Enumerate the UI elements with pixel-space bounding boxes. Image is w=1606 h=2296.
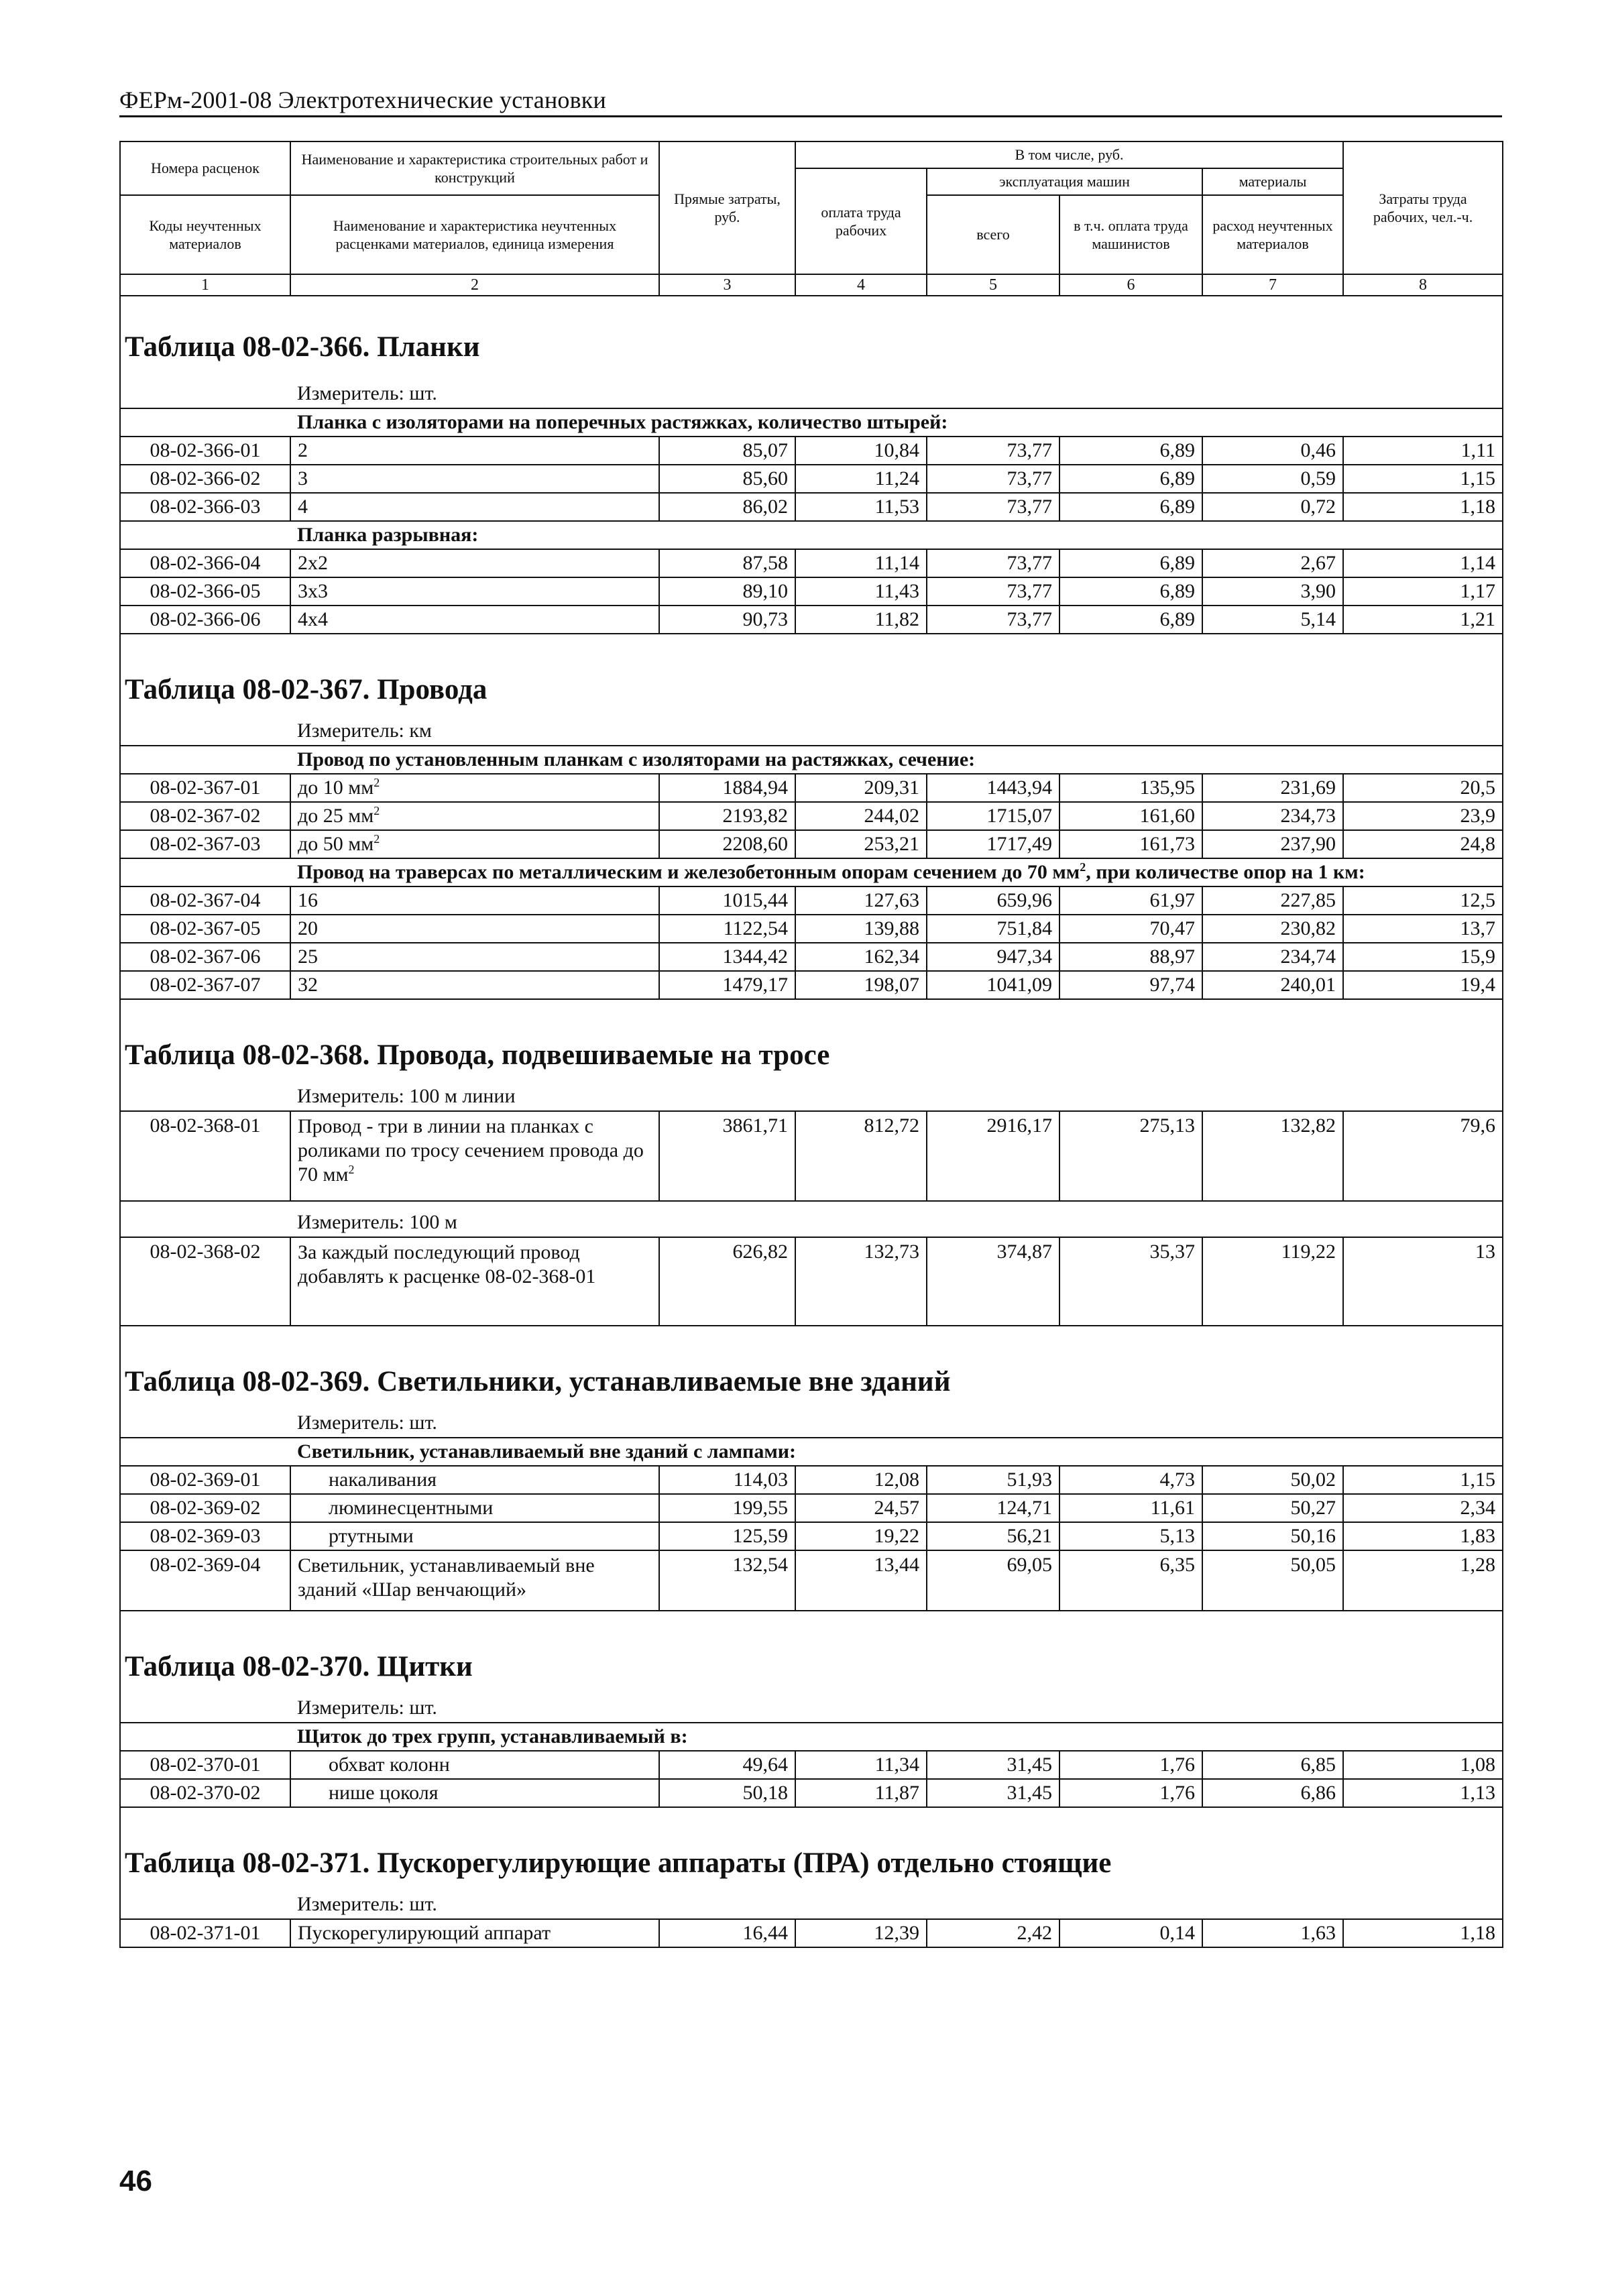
materials-cost: 234,73 xyxy=(1202,802,1343,830)
section-row xyxy=(120,408,1503,437)
rate-name: 32 xyxy=(290,971,659,999)
rate-code: 08-02-367-03 xyxy=(120,830,290,858)
machines-total: 1443,94 xyxy=(927,774,1059,802)
materials-cost: 231,69 xyxy=(1202,774,1343,802)
worker-wage: 127,63 xyxy=(795,886,927,915)
table-row xyxy=(120,577,1503,606)
machines-total: 51,93 xyxy=(927,1466,1059,1494)
machines-total: 124,71 xyxy=(927,1494,1059,1522)
machinist-wage: 161,73 xyxy=(1059,830,1202,858)
machinist-wage: 0,14 xyxy=(1059,1919,1202,1947)
section-row xyxy=(120,746,1503,774)
rate-name: Светильник, устанавливаемый вне зданий «Шар венчающий» xyxy=(290,1550,659,1611)
labor-hours: 1,11 xyxy=(1343,437,1503,465)
machinist-wage: 6,89 xyxy=(1059,465,1202,493)
machines-total: 73,77 xyxy=(927,549,1059,577)
spacer-row xyxy=(120,1611,1503,1650)
rate-name: Пускорегулирующий аппарат xyxy=(290,1919,659,1947)
table-row xyxy=(120,802,1503,830)
column-number: 3 xyxy=(659,274,795,296)
machinist-wage: 6,89 xyxy=(1059,437,1202,465)
worker-wage: 253,21 xyxy=(795,830,927,858)
worker-wage: 812,72 xyxy=(795,1111,927,1201)
machines-total: 73,77 xyxy=(927,437,1059,465)
direct-costs: 132,54 xyxy=(659,1550,795,1611)
column-number: 5 xyxy=(927,274,1059,296)
price-table xyxy=(119,141,1503,1948)
labor-hours: 12,5 xyxy=(1343,886,1503,915)
machinist-wage: 161,60 xyxy=(1059,802,1202,830)
unit-row xyxy=(120,1687,1503,1723)
page-number: 46 xyxy=(119,2165,152,2197)
machines-total: 1717,49 xyxy=(927,830,1059,858)
materials-cost: 5,14 xyxy=(1202,606,1343,634)
rate-name: 3 xyxy=(290,465,659,493)
section-row xyxy=(120,1723,1503,1751)
worker-wage: 132,73 xyxy=(795,1237,927,1326)
section-row xyxy=(120,858,1503,886)
table-row xyxy=(120,830,1503,858)
table-row xyxy=(120,1522,1503,1550)
machinist-wage: 1,76 xyxy=(1059,1779,1202,1807)
rate-name: 25 xyxy=(290,943,659,971)
rate-name: нише цоколя xyxy=(290,1779,659,1807)
direct-costs: 1122,54 xyxy=(659,915,795,943)
machinist-wage: 88,97 xyxy=(1059,943,1202,971)
direct-costs: 90,73 xyxy=(659,606,795,634)
labor-hours: 79,6 xyxy=(1343,1111,1503,1201)
rate-name: до 50 $мм^2$ xyxy=(290,830,659,858)
labor-hours: 19,4 xyxy=(1343,971,1503,999)
header-rule xyxy=(119,115,1502,117)
machines-total: 73,77 xyxy=(927,465,1059,493)
square-superscript: 2 xyxy=(374,832,380,846)
direct-costs: 114,03 xyxy=(659,1466,795,1494)
section-row xyxy=(120,1438,1503,1466)
col-codes-header: Номера расценок xyxy=(120,141,290,195)
unit-label: Измеритель: 100 м линии xyxy=(290,1076,1503,1111)
table-title-row xyxy=(120,1847,1503,1884)
rate-name: За каждый последующий провод добавлять к расценке 08-02-368-01 xyxy=(290,1237,659,1326)
worker-wage: 244,02 xyxy=(795,802,927,830)
unit-row xyxy=(120,1076,1503,1111)
worker-wage: 139,88 xyxy=(795,915,927,943)
square-superscript: 2 xyxy=(374,804,380,817)
table-row xyxy=(120,774,1503,802)
section-row xyxy=(120,521,1503,549)
unit-label: Измеритель: 100 м xyxy=(290,1201,1503,1237)
materials-cost: 50,27 xyxy=(1202,1494,1343,1522)
table-title: Таблица 08-02-366. Планки xyxy=(120,296,1503,373)
table-row xyxy=(120,493,1503,521)
table-body xyxy=(120,141,1503,1947)
column-number: 8 xyxy=(1343,274,1503,296)
machines-total: 751,84 xyxy=(927,915,1059,943)
table-row xyxy=(120,1466,1503,1494)
col-material-name-header: Наименование и характеристика неучтенных расценками материалов, единица измерения xyxy=(290,195,659,274)
labor-hours: 20,5 xyxy=(1343,774,1503,802)
table-row xyxy=(120,1494,1503,1522)
rate-code: 08-02-367-01 xyxy=(120,774,290,802)
table-title: Таблица 08-02-369. Светильники, устанавливаемые вне зданий xyxy=(120,1365,1503,1402)
square-superscript: 2 xyxy=(374,776,380,789)
table-title-row xyxy=(120,296,1503,373)
section-heading: Щиток до трех групп, устанавливаемый в: xyxy=(290,1723,1503,1751)
worker-wage: 10,84 xyxy=(795,437,927,465)
rate-code: 08-02-371-01 xyxy=(120,1919,290,1947)
materials-cost: 1,63 xyxy=(1202,1919,1343,1947)
machinist-wage: 1,76 xyxy=(1059,1751,1202,1779)
column-number: 2 xyxy=(290,274,659,296)
rate-name: 4х4 xyxy=(290,606,659,634)
direct-costs: 125,59 xyxy=(659,1522,795,1550)
col-machines-header: эксплуатация машин xyxy=(927,168,1202,195)
unit-label: Измеритель: шт. xyxy=(290,1402,1503,1438)
labor-hours: 1,21 xyxy=(1343,606,1503,634)
rate-name: 3х3 xyxy=(290,577,659,606)
direct-costs: 626,82 xyxy=(659,1237,795,1326)
machines-total: 73,77 xyxy=(927,493,1059,521)
unit-row xyxy=(120,1884,1503,1919)
labor-hours: 1,14 xyxy=(1343,549,1503,577)
col-materials-group-header: материалы xyxy=(1202,168,1343,195)
rate-code: 08-02-369-02 xyxy=(120,1494,290,1522)
direct-costs: 1015,44 xyxy=(659,886,795,915)
materials-cost: 240,01 xyxy=(1202,971,1343,999)
rate-code: 08-02-366-06 xyxy=(120,606,290,634)
table-row xyxy=(120,1779,1503,1807)
column-number: 7 xyxy=(1202,274,1343,296)
materials-cost: 237,90 xyxy=(1202,830,1343,858)
rate-code: 08-02-368-01 xyxy=(120,1111,290,1201)
rate-code: 08-02-367-05 xyxy=(120,915,290,943)
labor-hours: 13,7 xyxy=(1343,915,1503,943)
worker-wage: 162,34 xyxy=(795,943,927,971)
rate-name: 2х2 xyxy=(290,549,659,577)
rate-name: накаливания xyxy=(290,1466,659,1494)
unit-row xyxy=(120,1201,1503,1237)
col-name-header: Наименование и характеристика строительных работ и конструкций xyxy=(290,141,659,195)
machines-total: 56,21 xyxy=(927,1522,1059,1550)
materials-cost: 119,22 xyxy=(1202,1237,1343,1326)
machines-total: 2,42 xyxy=(927,1919,1059,1947)
direct-costs: 50,18 xyxy=(659,1779,795,1807)
rate-name: Провод - три в линии на планках с роликами по тросу сечением провода до 70 $мм^2$ xyxy=(290,1111,659,1201)
rate-code: 08-02-369-03 xyxy=(120,1522,290,1550)
direct-costs: 85,60 xyxy=(659,465,795,493)
rate-code: 08-02-367-07 xyxy=(120,971,290,999)
worker-wage: 209,31 xyxy=(795,774,927,802)
machines-total: 2916,17 xyxy=(927,1111,1059,1201)
machines-total: 31,45 xyxy=(927,1779,1059,1807)
rate-code: 08-02-368-02 xyxy=(120,1237,290,1326)
table-title: Таблица 08-02-367. Провода xyxy=(120,673,1503,710)
machinist-wage: 135,95 xyxy=(1059,774,1202,802)
rate-code: 08-02-367-02 xyxy=(120,802,290,830)
worker-wage: 11,34 xyxy=(795,1751,927,1779)
worker-wage: 11,87 xyxy=(795,1779,927,1807)
rate-code: 08-02-370-01 xyxy=(120,1751,290,1779)
table-title-row xyxy=(120,673,1503,710)
labor-hours: 2,34 xyxy=(1343,1494,1503,1522)
worker-wage: 11,53 xyxy=(795,493,927,521)
section-heading: Планка разрывная: xyxy=(290,521,1503,549)
running-title: ФЕРм-2001-08 Электротехнические установки xyxy=(119,87,606,113)
table-row xyxy=(120,1751,1503,1779)
worker-wage: 11,43 xyxy=(795,577,927,606)
table-row xyxy=(120,1550,1503,1611)
labor-hours: 13 xyxy=(1343,1237,1503,1326)
machines-total: 73,77 xyxy=(927,577,1059,606)
machines-total: 73,77 xyxy=(927,606,1059,634)
column-number: 1 xyxy=(120,274,290,296)
worker-wage: 13,44 xyxy=(795,1550,927,1611)
section-heading: Планка с изоляторами на поперечных растяжках, количество штырей: xyxy=(290,408,1503,437)
machinist-wage: 5,13 xyxy=(1059,1522,1202,1550)
rate-code: 08-02-366-01 xyxy=(120,437,290,465)
spacer-row xyxy=(120,999,1503,1039)
unit-label: Измеритель: км xyxy=(290,710,1503,746)
rate-code: 08-02-367-06 xyxy=(120,943,290,971)
labor-hours: 1,15 xyxy=(1343,465,1503,493)
labor-hours: 1,18 xyxy=(1343,1919,1503,1947)
rate-code: 08-02-369-04 xyxy=(120,1550,290,1611)
rate-name: ртутными xyxy=(290,1522,659,1550)
col-direct-costs-header: Прямые затраты, руб. xyxy=(659,141,795,274)
machines-total: 947,34 xyxy=(927,943,1059,971)
col-wage-header: оплата труда рабочих xyxy=(795,168,927,274)
direct-costs: 16,44 xyxy=(659,1919,795,1947)
column-number: 6 xyxy=(1059,274,1202,296)
materials-cost: 6,86 xyxy=(1202,1779,1343,1807)
machines-total: 31,45 xyxy=(927,1751,1059,1779)
worker-wage: 11,24 xyxy=(795,465,927,493)
table-title-row xyxy=(120,1039,1503,1076)
labor-hours: 1,15 xyxy=(1343,1466,1503,1494)
worker-wage: 198,07 xyxy=(795,971,927,999)
rate-name: люминесцентными xyxy=(290,1494,659,1522)
unit-label: Измеритель: шт. xyxy=(290,1687,1503,1723)
table-title: Таблица 08-02-371. Пускорегулирующие аппараты (ПРА) отдельно стоящие xyxy=(120,1847,1503,1884)
table-row xyxy=(120,606,1503,634)
rate-name: 2 xyxy=(290,437,659,465)
spacer-row xyxy=(120,1326,1503,1365)
materials-cost: 50,05 xyxy=(1202,1550,1343,1611)
direct-costs: 1884,94 xyxy=(659,774,795,802)
worker-wage: 11,82 xyxy=(795,606,927,634)
rate-code: 08-02-366-05 xyxy=(120,577,290,606)
machinist-wage: 6,89 xyxy=(1059,549,1202,577)
machinist-wage: 6,89 xyxy=(1059,577,1202,606)
labor-hours: 1,13 xyxy=(1343,1779,1503,1807)
worker-wage: 19,22 xyxy=(795,1522,927,1550)
machinist-wage: 70,47 xyxy=(1059,915,1202,943)
rate-code: 08-02-366-02 xyxy=(120,465,290,493)
machinist-wage: 11,61 xyxy=(1059,1494,1202,1522)
spacer-row xyxy=(120,634,1503,673)
rate-name: до 25 $мм^2$ xyxy=(290,802,659,830)
rate-code: 08-02-367-04 xyxy=(120,886,290,915)
materials-cost: 2,67 xyxy=(1202,549,1343,577)
materials-cost: 6,85 xyxy=(1202,1751,1343,1779)
machinist-wage: 6,89 xyxy=(1059,493,1202,521)
labor-hours: 23,9 xyxy=(1343,802,1503,830)
machines-total: 1041,09 xyxy=(927,971,1059,999)
table-title-row xyxy=(120,1650,1503,1687)
labor-hours: 24,8 xyxy=(1343,830,1503,858)
col-incl-header: В том числе, руб. xyxy=(795,141,1343,168)
rate-name: 4 xyxy=(290,493,659,521)
labor-hours: 15,9 xyxy=(1343,943,1503,971)
rate-name: 20 xyxy=(290,915,659,943)
direct-costs: 1479,17 xyxy=(659,971,795,999)
table-row xyxy=(120,465,1503,493)
labor-hours: 1,18 xyxy=(1343,493,1503,521)
rate-code: 08-02-370-02 xyxy=(120,1779,290,1807)
materials-cost: 50,16 xyxy=(1202,1522,1343,1550)
direct-costs: 2208,60 xyxy=(659,830,795,858)
table-row xyxy=(120,437,1503,465)
materials-cost: 227,85 xyxy=(1202,886,1343,915)
rate-code: 08-02-369-01 xyxy=(120,1466,290,1494)
labor-hours: 1,28 xyxy=(1343,1550,1503,1611)
rate-code: 08-02-366-03 xyxy=(120,493,290,521)
column-number: 4 xyxy=(795,274,927,296)
table-row xyxy=(120,1919,1503,1947)
rate-name: обхват колонн xyxy=(290,1751,659,1779)
unit-label: Измеритель: шт. xyxy=(290,1884,1503,1919)
materials-cost: 0,59 xyxy=(1202,465,1343,493)
machinist-wage: 35,37 xyxy=(1059,1237,1202,1326)
unit-row xyxy=(120,373,1503,408)
machinist-wage: 275,13 xyxy=(1059,1111,1202,1201)
direct-costs: 85,07 xyxy=(659,437,795,465)
worker-wage: 11,14 xyxy=(795,549,927,577)
col-machines-total-header: всего xyxy=(927,195,1059,274)
square-superscript: 2 xyxy=(348,1163,355,1176)
rate-name: 16 xyxy=(290,886,659,915)
machinist-wage: 97,74 xyxy=(1059,971,1202,999)
table-title-row xyxy=(120,1365,1503,1402)
materials-cost: 234,74 xyxy=(1202,943,1343,971)
direct-costs: 87,58 xyxy=(659,549,795,577)
machinist-wage: 6,35 xyxy=(1059,1550,1202,1611)
col-materials-header: расход неучтенных материалов xyxy=(1202,195,1343,274)
labor-hours: 1,17 xyxy=(1343,577,1503,606)
machines-total: 1715,07 xyxy=(927,802,1059,830)
labor-hours: 1,08 xyxy=(1343,1751,1503,1779)
machinist-wage: 6,89 xyxy=(1059,606,1202,634)
section-heading: Провод по установленным планкам с изоляторами на растяжках, сечение: xyxy=(290,746,1503,774)
section-heading: Светильник, устанавливаемый вне зданий с лампами: xyxy=(290,1438,1503,1466)
materials-cost: 3,90 xyxy=(1202,577,1343,606)
direct-costs: 3861,71 xyxy=(659,1111,795,1201)
direct-costs: 49,64 xyxy=(659,1751,795,1779)
table-row xyxy=(120,971,1503,999)
col-labor-hours-header: Затраты труда рабочих, чел.-ч. xyxy=(1343,141,1503,274)
direct-costs: 89,10 xyxy=(659,577,795,606)
table-row xyxy=(120,1237,1503,1326)
table-row xyxy=(120,915,1503,943)
section-heading: Провод на траверсах по металлическим и железобетонным опорам сечением до 70 $мм^2$, при количестве опор на 1 км: xyxy=(290,858,1503,886)
rate-code: 08-02-366-04 xyxy=(120,549,290,577)
table-row xyxy=(120,1111,1503,1201)
direct-costs: 86,02 xyxy=(659,493,795,521)
materials-cost: 50,02 xyxy=(1202,1466,1343,1494)
column-number-row xyxy=(120,274,1503,296)
materials-cost: 0,46 xyxy=(1202,437,1343,465)
header-row xyxy=(120,141,1503,168)
worker-wage: 12,08 xyxy=(795,1466,927,1494)
machinist-wage: 4,73 xyxy=(1059,1466,1202,1494)
materials-cost: 0,72 xyxy=(1202,493,1343,521)
spacer-row xyxy=(120,1807,1503,1847)
direct-costs: 2193,82 xyxy=(659,802,795,830)
unit-row xyxy=(120,1402,1503,1438)
rate-name: до 10 $мм^2$ xyxy=(290,774,659,802)
machines-total: 659,96 xyxy=(927,886,1059,915)
machines-total: 69,05 xyxy=(927,1550,1059,1611)
direct-costs: 199,55 xyxy=(659,1494,795,1522)
table-row xyxy=(120,943,1503,971)
table-title: Таблица 08-02-370. Щитки xyxy=(120,1650,1503,1687)
table-title: Таблица 08-02-368. Провода, подвешиваемые на тросе xyxy=(120,1039,1503,1076)
materials-cost: 230,82 xyxy=(1202,915,1343,943)
worker-wage: 24,57 xyxy=(795,1494,927,1522)
col-material-codes-header: Коды неучтенных материалов xyxy=(120,195,290,274)
machines-total: 374,87 xyxy=(927,1237,1059,1326)
table-row xyxy=(120,549,1503,577)
worker-wage: 12,39 xyxy=(795,1919,927,1947)
direct-costs: 1344,42 xyxy=(659,943,795,971)
unit-row xyxy=(120,710,1503,746)
table-row xyxy=(120,886,1503,915)
unit-label: Измеритель: шт. xyxy=(290,373,1503,408)
machinist-wage: 61,97 xyxy=(1059,886,1202,915)
materials-cost: 132,82 xyxy=(1202,1111,1343,1201)
col-machinist-wage-header: в т.ч. оплата труда машинистов xyxy=(1059,195,1202,274)
labor-hours: 1,83 xyxy=(1343,1522,1503,1550)
